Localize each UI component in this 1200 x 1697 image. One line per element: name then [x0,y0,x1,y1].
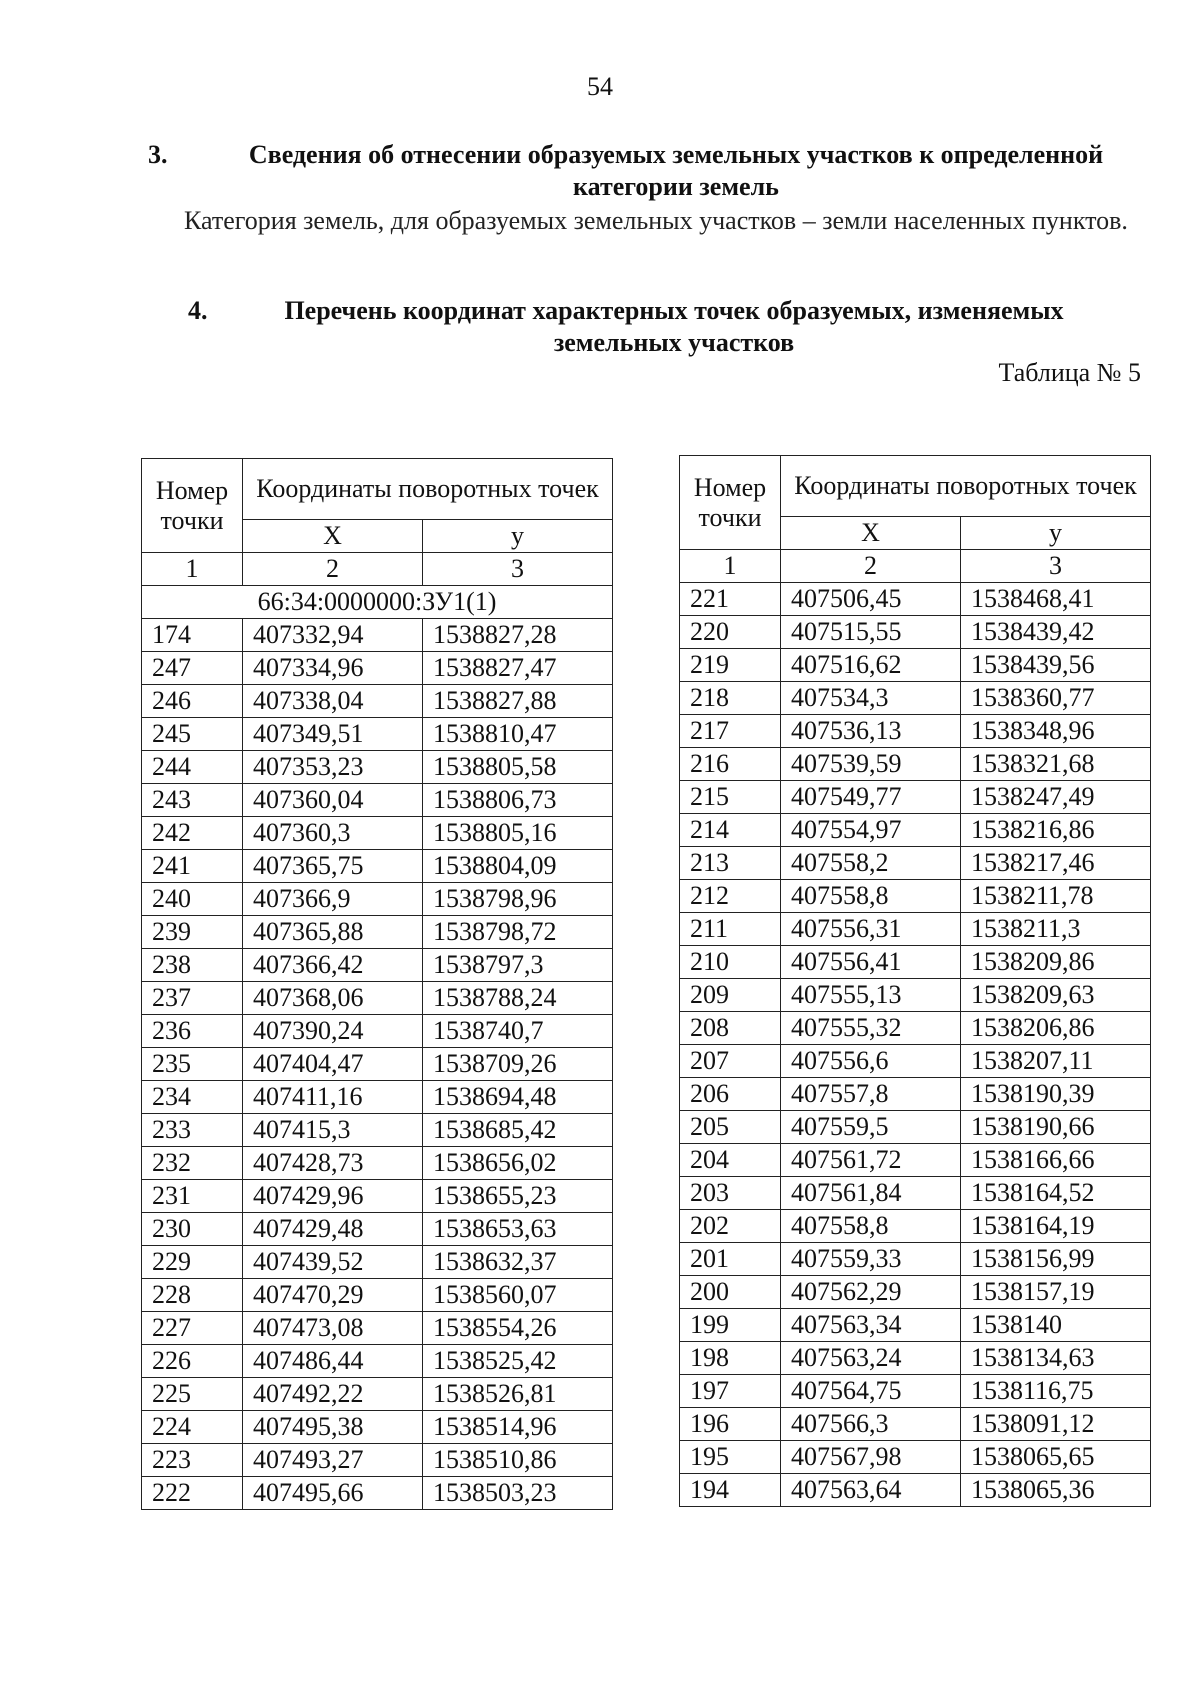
x-coordinate-cell: 407404,47 [243,1048,423,1081]
point-number-cell: 225 [142,1378,243,1411]
table-row [680,946,1151,979]
x-coordinate-cell: 407360,3 [243,817,423,850]
point-number-cell: 201 [680,1243,781,1276]
point-number-cell: 212 [680,880,781,913]
table-row [680,1276,1151,1309]
x-coordinate-cell: 407536,13 [781,715,961,748]
header-coordinates: Координаты поворотных точек [781,456,1151,517]
y-coordinate-cell: 1538134,63 [961,1342,1151,1375]
header-x: X [781,517,961,550]
x-coordinate-cell: 407332,94 [243,619,423,652]
point-number-cell: 221 [680,583,781,616]
point-number-cell: 233 [142,1114,243,1147]
point-number-cell: 207 [680,1045,781,1078]
point-number-cell: 194 [680,1474,781,1507]
table-row [680,1144,1151,1177]
section-3-title-line1: Сведения об отнесении образуемых земельных участков к определенной [248,140,1104,169]
y-coordinate-cell: 1538216,86 [961,814,1151,847]
point-number-cell: 204 [680,1144,781,1177]
y-coordinate-cell: 1538360,77 [961,682,1151,715]
x-coordinate-cell: 407428,73 [243,1147,423,1180]
section-3-heading [148,139,1144,203]
table-row [142,685,613,718]
y-coordinate-cell: 1538209,86 [961,946,1151,979]
point-number-cell: 237 [142,982,243,1015]
point-number-cell: 200 [680,1276,781,1309]
table-row [142,1345,613,1378]
table-row [680,781,1151,814]
header-col-3: 3 [961,550,1151,583]
x-coordinate-cell: 407492,22 [243,1378,423,1411]
y-coordinate-cell: 1538525,42 [423,1345,613,1378]
y-coordinate-cell: 1538190,39 [961,1078,1151,1111]
table-row [680,1177,1151,1210]
land-category-paragraph: Категория земель, для образуемых земельных участков – земли населенных пунктов. [184,206,1128,235]
x-coordinate-cell: 407429,48 [243,1213,423,1246]
x-coordinate-cell: 407556,31 [781,913,961,946]
table-row [680,1342,1151,1375]
point-number-cell: 247 [142,652,243,685]
table-row [680,1441,1151,1474]
header-col-2: 2 [243,553,423,586]
x-coordinate-cell: 407561,84 [781,1177,961,1210]
point-number-cell: 226 [142,1345,243,1378]
point-number-cell: 219 [680,649,781,682]
table-row [142,949,613,982]
point-number-cell: 232 [142,1147,243,1180]
table-row [680,583,1151,616]
y-coordinate-cell: 1538157,19 [961,1276,1151,1309]
x-coordinate-cell: 407366,9 [243,883,423,916]
x-coordinate-cell: 407470,29 [243,1279,423,1312]
y-coordinate-cell: 1538140 [961,1309,1151,1342]
x-coordinate-cell: 407563,34 [781,1309,961,1342]
table-row [142,751,613,784]
point-number-cell: 196 [680,1408,781,1441]
point-number-cell: 208 [680,1012,781,1045]
left-table-body [142,619,613,1510]
y-coordinate-cell: 1538805,58 [423,751,613,784]
table-row [142,817,613,850]
point-number-cell: 210 [680,946,781,979]
x-coordinate-cell: 407516,62 [781,649,961,682]
point-number-cell: 195 [680,1441,781,1474]
y-coordinate-cell: 1538740,7 [423,1015,613,1048]
y-coordinate-cell: 1538207,11 [961,1045,1151,1078]
section-4-heading [188,295,1108,359]
y-coordinate-cell: 1538685,42 [423,1114,613,1147]
point-number-cell: 227 [142,1312,243,1345]
table-row [142,1411,613,1444]
point-number-cell: 244 [142,751,243,784]
table-row [680,1045,1151,1078]
y-coordinate-cell: 1538065,36 [961,1474,1151,1507]
point-number-cell: 209 [680,979,781,1012]
x-coordinate-cell: 407429,96 [243,1180,423,1213]
point-number-cell: 236 [142,1015,243,1048]
x-coordinate-cell: 407534,3 [781,682,961,715]
point-number-cell: 220 [680,616,781,649]
x-coordinate-cell: 407567,98 [781,1441,961,1474]
y-coordinate-cell: 1538514,96 [423,1411,613,1444]
point-number-cell: 245 [142,718,243,751]
x-coordinate-cell: 407564,75 [781,1375,961,1408]
x-coordinate-cell: 407365,75 [243,850,423,883]
y-coordinate-cell: 1538164,19 [961,1210,1151,1243]
point-number-cell: 206 [680,1078,781,1111]
x-coordinate-cell: 407473,08 [243,1312,423,1345]
y-coordinate-cell: 1538247,49 [961,781,1151,814]
y-coordinate-cell: 1538164,52 [961,1177,1151,1210]
point-number-cell: 218 [680,682,781,715]
y-coordinate-cell: 1538209,63 [961,979,1151,1012]
y-coordinate-cell: 1538439,42 [961,616,1151,649]
table-row [142,718,613,751]
y-coordinate-cell: 1538655,23 [423,1180,613,1213]
x-coordinate-cell: 407506,45 [781,583,961,616]
table-row [680,1408,1151,1441]
x-coordinate-cell: 407557,8 [781,1078,961,1111]
y-coordinate-cell: 1538166,66 [961,1144,1151,1177]
table-row [680,715,1151,748]
y-coordinate-cell: 1538827,47 [423,652,613,685]
y-coordinate-cell: 1538632,37 [423,1246,613,1279]
table-row [680,616,1151,649]
point-number-cell: 202 [680,1210,781,1243]
x-coordinate-cell: 407556,6 [781,1045,961,1078]
x-coordinate-cell: 407539,59 [781,748,961,781]
x-coordinate-cell: 407338,04 [243,685,423,718]
header-point-number: Номер точки [680,456,781,550]
header-col-2: 2 [781,550,961,583]
table-row [142,1114,613,1147]
x-coordinate-cell: 407563,64 [781,1474,961,1507]
table-row [680,880,1151,913]
x-coordinate-cell: 407559,33 [781,1243,961,1276]
point-number-cell: 215 [680,781,781,814]
y-coordinate-cell: 1538797,3 [423,949,613,982]
page-number: 54 [587,72,613,101]
x-coordinate-cell: 407493,27 [243,1444,423,1477]
x-coordinate-cell: 407390,24 [243,1015,423,1048]
x-coordinate-cell: 407563,24 [781,1342,961,1375]
y-coordinate-cell: 1538116,75 [961,1375,1151,1408]
table-row [142,1015,613,1048]
point-number-cell: 235 [142,1048,243,1081]
y-coordinate-cell: 1538554,26 [423,1312,613,1345]
table-row [680,847,1151,880]
y-coordinate-cell: 1538190,66 [961,1111,1151,1144]
table-row [142,883,613,916]
x-coordinate-cell: 407415,3 [243,1114,423,1147]
x-coordinate-cell: 407411,16 [243,1081,423,1114]
header-col-1: 1 [680,550,781,583]
header-y: y [423,520,613,553]
table-row [142,1312,613,1345]
point-number-cell: 198 [680,1342,781,1375]
point-number-cell: 229 [142,1246,243,1279]
y-coordinate-cell: 1538211,3 [961,913,1151,946]
point-number-cell: 203 [680,1177,781,1210]
parcel-id: 66:34:0000000:ЗУ1(1) [142,586,613,619]
y-coordinate-cell: 1538321,68 [961,748,1151,781]
x-coordinate-cell: 407366,42 [243,949,423,982]
x-coordinate-cell: 407554,97 [781,814,961,847]
table-row [680,1210,1151,1243]
table-row [680,1474,1151,1507]
table-row [142,1444,613,1477]
coordinates-table-right [679,455,1151,1507]
point-number-cell: 223 [142,1444,243,1477]
y-coordinate-cell: 1538526,81 [423,1378,613,1411]
y-coordinate-cell: 1538211,78 [961,880,1151,913]
y-coordinate-cell: 1538827,28 [423,619,613,652]
table-row [142,1048,613,1081]
table-row [680,1309,1151,1342]
table-row [680,649,1151,682]
y-coordinate-cell: 1538217,46 [961,847,1151,880]
x-coordinate-cell: 407558,8 [781,1210,961,1243]
x-coordinate-cell: 407555,13 [781,979,961,1012]
header-col-1: 1 [142,553,243,586]
table-row [680,814,1151,847]
header-point-number: Номер точки [142,459,243,553]
x-coordinate-cell: 407439,52 [243,1246,423,1279]
x-coordinate-cell: 407368,06 [243,982,423,1015]
x-coordinate-cell: 407561,72 [781,1144,961,1177]
y-coordinate-cell: 1538805,16 [423,817,613,850]
table-row [680,913,1151,946]
table-row [142,982,613,1015]
point-number-cell: 238 [142,949,243,982]
x-coordinate-cell: 407562,29 [781,1276,961,1309]
x-coordinate-cell: 407558,2 [781,847,961,880]
y-coordinate-cell: 1538065,65 [961,1441,1151,1474]
table-row [680,1012,1151,1045]
table-row [142,1180,613,1213]
y-coordinate-cell: 1538656,02 [423,1147,613,1180]
point-number-cell: 217 [680,715,781,748]
table-row [680,1243,1151,1276]
point-number-cell: 242 [142,817,243,850]
table-row [680,682,1151,715]
x-coordinate-cell: 407353,23 [243,751,423,784]
x-coordinate-cell: 407486,44 [243,1345,423,1378]
point-number-cell: 199 [680,1309,781,1342]
table-row [142,1477,613,1510]
table-row [680,1111,1151,1144]
table-row [680,748,1151,781]
point-number-cell: 224 [142,1411,243,1444]
y-coordinate-cell: 1538468,41 [961,583,1151,616]
x-coordinate-cell: 407556,41 [781,946,961,979]
point-number-cell: 230 [142,1213,243,1246]
y-coordinate-cell: 1538709,26 [423,1048,613,1081]
table-row [142,619,613,652]
point-number-cell: 241 [142,850,243,883]
y-coordinate-cell: 1538810,47 [423,718,613,751]
point-number-cell: 205 [680,1111,781,1144]
y-coordinate-cell: 1538788,24 [423,982,613,1015]
table-row [142,1081,613,1114]
table-row [142,784,613,817]
point-number-cell: 214 [680,814,781,847]
coordinates-table-left [141,458,613,1510]
point-number-cell: 213 [680,847,781,880]
x-coordinate-cell: 407558,8 [781,880,961,913]
table-row [680,979,1151,1012]
y-coordinate-cell: 1538694,48 [423,1081,613,1114]
right-table-body [680,583,1151,1507]
x-coordinate-cell: 407559,5 [781,1111,961,1144]
point-number-cell: 222 [142,1477,243,1510]
table-row [142,652,613,685]
x-coordinate-cell: 407334,96 [243,652,423,685]
x-coordinate-cell: 407365,88 [243,916,423,949]
y-coordinate-cell: 1538348,96 [961,715,1151,748]
section-4-number: 4. [188,296,208,325]
point-number-cell: 197 [680,1375,781,1408]
table-row [142,916,613,949]
x-coordinate-cell: 407549,77 [781,781,961,814]
header-x: X [243,520,423,553]
y-coordinate-cell: 1538503,23 [423,1477,613,1510]
point-number-cell: 231 [142,1180,243,1213]
y-coordinate-cell: 1538653,63 [423,1213,613,1246]
table-row [680,1078,1151,1111]
y-coordinate-cell: 1538798,96 [423,883,613,916]
x-coordinate-cell: 407515,55 [781,616,961,649]
y-coordinate-cell: 1538510,86 [423,1444,613,1477]
point-number-cell: 211 [680,913,781,946]
y-coordinate-cell: 1538804,09 [423,850,613,883]
point-number-cell: 243 [142,784,243,817]
point-number-cell: 246 [142,685,243,718]
point-number-cell: 239 [142,916,243,949]
header-col-3: 3 [423,553,613,586]
table-row [142,1213,613,1246]
y-coordinate-cell: 1538439,56 [961,649,1151,682]
header-coordinates: Координаты поворотных точек [243,459,613,520]
table-row [142,1378,613,1411]
y-coordinate-cell: 1538156,99 [961,1243,1151,1276]
point-number-cell: 234 [142,1081,243,1114]
section-4-title-line2: земельных участков [553,328,795,357]
x-coordinate-cell: 407566,3 [781,1408,961,1441]
table-row [142,1246,613,1279]
x-coordinate-cell: 407360,04 [243,784,423,817]
header-y: y [961,517,1151,550]
point-number-cell: 228 [142,1279,243,1312]
y-coordinate-cell: 1538798,72 [423,916,613,949]
table-row [142,850,613,883]
x-coordinate-cell: 407555,32 [781,1012,961,1045]
table-row [680,1375,1151,1408]
x-coordinate-cell: 407349,51 [243,718,423,751]
section-3-title-line2: категории земель [573,172,779,201]
section-4-title-line1: Перечень координат характерных точек образуемых, изменяемых [284,296,1064,325]
point-number-cell: 216 [680,748,781,781]
y-coordinate-cell: 1538560,07 [423,1279,613,1312]
y-coordinate-cell: 1538827,88 [423,685,613,718]
x-coordinate-cell: 407495,38 [243,1411,423,1444]
point-number-cell: 174 [142,619,243,652]
table-label: Таблица № 5 [998,358,1141,387]
y-coordinate-cell: 1538091,12 [961,1408,1151,1441]
y-coordinate-cell: 1538206,86 [961,1012,1151,1045]
table-row [142,1279,613,1312]
section-3-number: 3. [148,140,168,169]
table-row [142,1147,613,1180]
point-number-cell: 240 [142,883,243,916]
x-coordinate-cell: 407495,66 [243,1477,423,1510]
y-coordinate-cell: 1538806,73 [423,784,613,817]
